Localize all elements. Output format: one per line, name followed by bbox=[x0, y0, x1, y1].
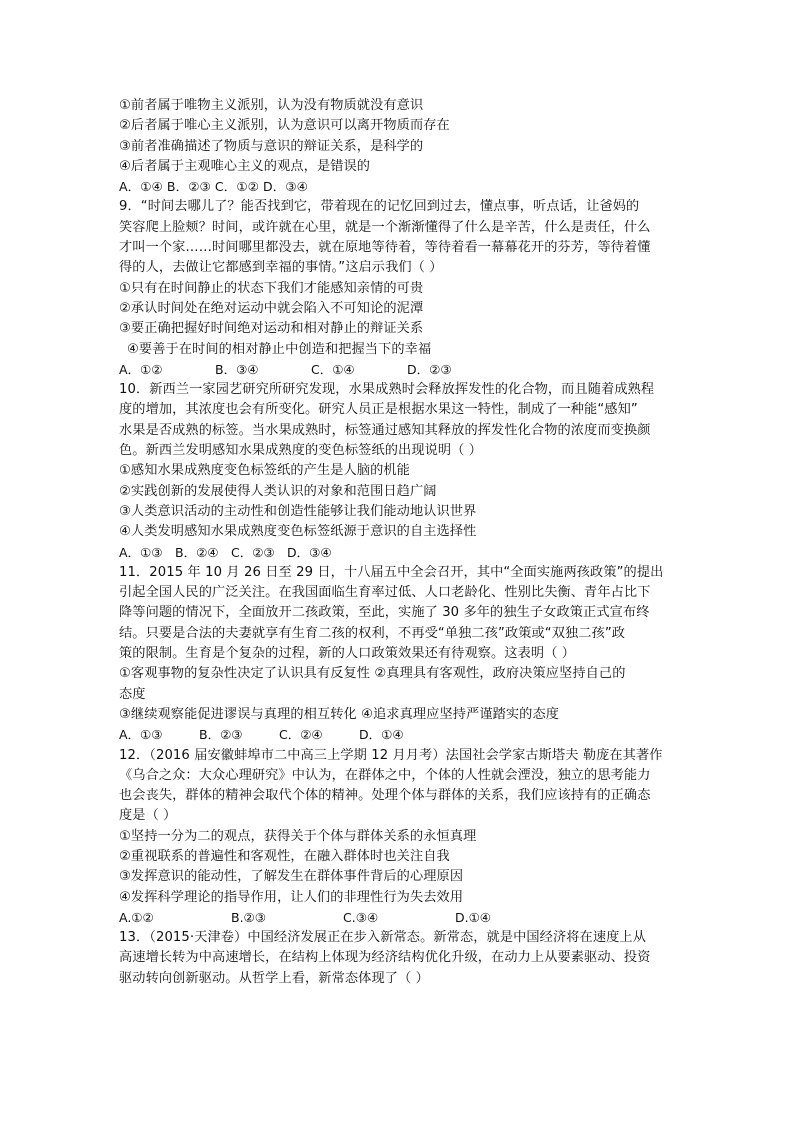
question-stem-line: 高速增长转为中高速增长，在结构上体现为经济结构优化升级，在动力上从要素驱动、投资 bbox=[119, 950, 651, 966]
choice-c: C.③④ bbox=[343, 909, 379, 925]
answer-choices: A．①④ B．②③ C．①② D．③④ bbox=[119, 179, 308, 195]
option-line: ②重视联系的普遍性和客观性，在融入群体时也关注自我 bbox=[119, 848, 450, 864]
option-line: ②承认时间处在绝对运动中就会陷入不可知论的泥潭 bbox=[119, 300, 424, 316]
choice-a: A.①② bbox=[119, 909, 154, 925]
answer-choices bbox=[119, 543, 679, 563]
question-stem-line: 降等问题的情况下，全面放开二孩政策，至此，实施了 30 多年的独生子女政策正式宣布终 bbox=[119, 605, 650, 621]
question-11 bbox=[119, 563, 679, 746]
answer-choices bbox=[119, 360, 679, 380]
question-stem-line: 度的增加，其浓度也会有所变化。研究人员正是根据水果这一特性，制成了一种能“感知” bbox=[119, 402, 638, 418]
choice-b: B．②④ bbox=[175, 544, 219, 560]
option-line: ③前者准确描述了物质与意识的辩证关系，是科学的 bbox=[119, 138, 424, 154]
choice-c: C．①④ bbox=[311, 361, 355, 377]
question-stem-line: 引起全国人民的广泛关注。在我国面临生育率过低、人口老龄化、性别比失衡、青年占比下 bbox=[119, 585, 651, 601]
choice-b: B.②③ bbox=[231, 909, 266, 925]
choice-d: D．②③ bbox=[407, 361, 452, 377]
question-stem-line: 11．2015 年 10 月 26 日至 29 日，十八届五中全会召开，其中“全面实施两孩政策”的提出 bbox=[119, 564, 664, 580]
question-12 bbox=[119, 746, 679, 929]
option-line: ①前者属于唯物主义派别，认为没有物质就没有意识 bbox=[119, 98, 424, 113]
choice-b: B．②③ bbox=[199, 727, 243, 743]
option-line: ①坚持一分为二的观点，获得关于个体与群体关系的永恒真理 bbox=[119, 828, 477, 844]
document-page bbox=[119, 96, 679, 989]
question-stem-line: 笑容爬上脸颊？时间，或许就在心里，就是一个渐渐懂得了什么是辛苦，什么是责任，什么 bbox=[119, 219, 651, 235]
question-stem-line: 10．新西兰一家园艺研究所研究发现，水果成熟时会释放挥发性的化合物，而且随着成熟程 bbox=[119, 382, 655, 398]
question-stem-line: 也会丧失，群体的精神会取代个体的精神。处理个体与群体的关系，我们应该持有的正确态 bbox=[119, 788, 651, 804]
option-line: ③继续观察能促进谬误与真理的相互转化 ④追求真理应坚持严谨踏实的态度 bbox=[119, 706, 560, 722]
option-line: ②后者属于唯心主义派别，认为意识可以离开物质而存在 bbox=[119, 118, 450, 134]
question-stem-line: 结。只要是合法的夫妻就享有生育二孩的权利，不再受“单独二孩”政策或“双独二孩”政 bbox=[119, 625, 626, 641]
option-line: ①感知水果成熟度变色标签纸的产生是人脑的机能 bbox=[119, 463, 410, 479]
option-line: ③要正确把握好时间绝对运动和相对静止的辩证关系 bbox=[119, 321, 424, 337]
choice-d: D.①④ bbox=[455, 909, 492, 925]
question-stem-line: 度是（ ） bbox=[119, 808, 177, 824]
option-line: ④人类发明感知水果成熟度变色标签纸源于意识的自主选择性 bbox=[119, 524, 477, 540]
question-stem-line: 水果是否成熟的标签。当水果成熟时，标签通过感知其释放的挥发性化合物的浓度而变换颜 bbox=[119, 422, 651, 438]
question-stem-line: 驱动转向创新驱动。从哲学上看，新常态体现了（ ） bbox=[119, 970, 429, 986]
question-13 bbox=[119, 928, 679, 989]
choice-b: B．③④ bbox=[215, 361, 259, 377]
option-line: ①只有在时间静止的状态下我们才能感知亲情的可贵 bbox=[119, 280, 424, 296]
choice-c: C．②④ bbox=[279, 727, 323, 743]
option-line: ④发挥科学理论的指导作用，让人们的非理性行为失去效用 bbox=[119, 889, 464, 905]
choice-a: A．①③ bbox=[119, 544, 163, 560]
choice-d: D．③④ bbox=[287, 544, 332, 560]
answer-choices bbox=[119, 908, 679, 928]
question-stem-line: 策的限制。生育是个复杂的过程，新的人口政策效果还有待观察。这表明（ ） bbox=[119, 646, 576, 662]
choice-c: C．②③ bbox=[231, 544, 275, 560]
question-stem-line: 12．（2016 届安徽蚌埠市二中高三上学期 12 月月考）法国社会学家古斯塔夫 勒庞在其著作 bbox=[119, 747, 663, 763]
option-line: ③人类意识活动的主动性和创造性能够让我们能动地认识世界 bbox=[119, 503, 477, 519]
choice-a: A．①② bbox=[119, 361, 163, 377]
option-line: ②实践创新的发展使得人类认识的对象和范围日趋广阔 bbox=[119, 483, 437, 499]
choice-a: A．①③ bbox=[119, 727, 163, 743]
question-stem-line: 得的人，去做让它都感到幸福的事情。”这启示我们（ ） bbox=[119, 260, 443, 276]
question-stem-line: 才叫一个家……时间哪里都没去，就在原地等待着，等待着看一幕幕花开的芬芳，等待着懂 bbox=[119, 240, 651, 256]
option-line: ③发挥意识的能动性，了解发生在群体事件背后的心理原因 bbox=[119, 869, 464, 885]
question-stem-line: 《乌合之众：大众心理研究》中认为，在群体之中，个体的人性就会湮没，独立的思考能力 bbox=[119, 767, 651, 783]
question-9 bbox=[119, 197, 679, 380]
choice-d: D．①④ bbox=[359, 727, 404, 743]
option-line: ④要善于在时间的相对静止中创造和把握当下的幸福 bbox=[127, 341, 432, 357]
question-stem-line: 9．“时间去哪儿了？能否找到它，带着现在的记忆回到过去，懂点事，听点话，让爸妈的 bbox=[119, 199, 640, 215]
option-line: 态度 bbox=[119, 686, 146, 702]
answer-choices bbox=[119, 725, 679, 745]
question-10 bbox=[119, 380, 679, 563]
question-8-options bbox=[119, 96, 679, 197]
option-line: ①客观事物的复杂性决定了认识具有反复性 ②真理具有客观性，政府决策应坚持自己的 bbox=[119, 666, 626, 682]
question-stem-line: 色。新西兰发明感知水果成熟度的变色标签纸的出现说明（ ） bbox=[119, 443, 483, 459]
option-line: ④后者属于主观唯心主义的观点，是错误的 bbox=[119, 158, 371, 174]
question-stem-line: 13．（2015·天津卷）中国经济发展正在步入新常态。新常态，就是中国经济将在速度上从 bbox=[119, 930, 646, 946]
